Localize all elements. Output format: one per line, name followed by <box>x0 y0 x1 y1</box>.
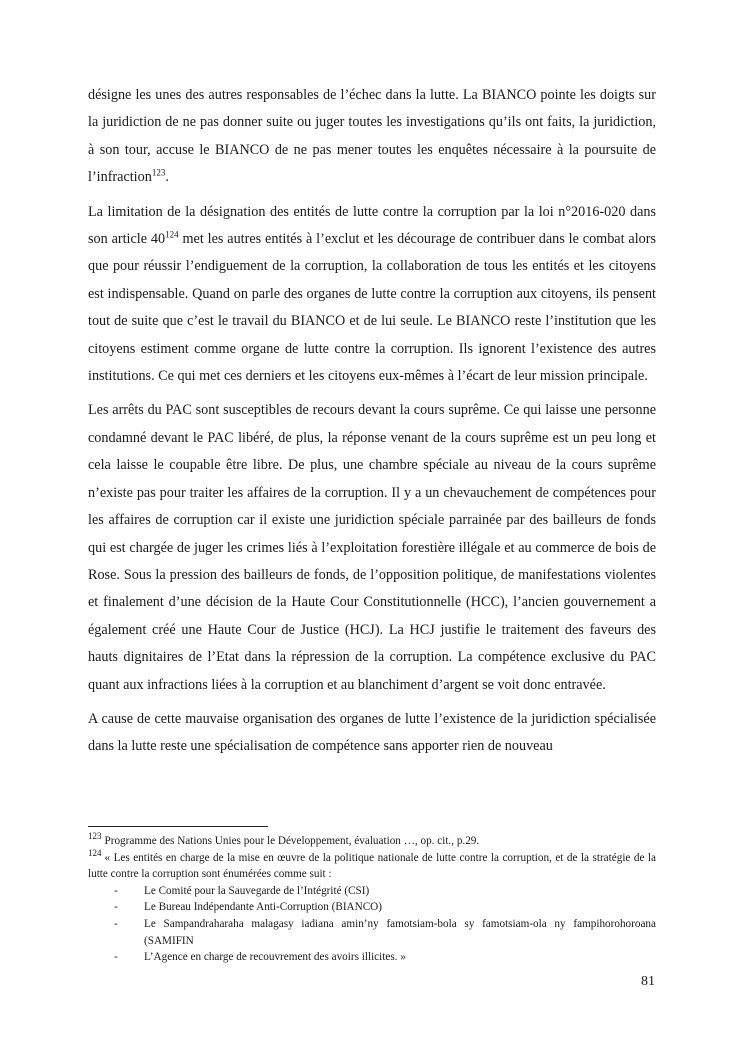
document-body <box>88 82 656 768</box>
paragraph-1 <box>88 82 656 192</box>
footnote-124-text: « Les entités en charge de la mise en œuvre de la politique nationale de lutte contre la corruption, et de la stratégie de la lutte contre la corruption sont énumérées comme suit : <box>88 851 656 881</box>
footnote-ref-124[interactable]: 124 <box>165 229 179 240</box>
paragraph-2 <box>88 199 656 391</box>
paragraph-3: Les arrêts du PAC sont susceptibles de recours devant la cours suprême. Ce qui laisse une personne condamné devant le PAC libéré, de plus, la réponse venant de la cours suprême est un peu long et cela laisse le coupable être libre. De plus, une chambre spéciale au niveau de la cours suprême n’existe pas pour traiter les affaires de la corruption. Il y a un chevauchement de compétences pour les affaires de corruption car il existe une juridiction spéciale parrainée par des bailleurs de fonds qui est chargée de juger les crimes liés à l’exploitation forestière illégale et au commerce de bois de Rose. Sous la pression des bailleurs de fonds, de l’opposition politique, de manifestations violentes et finalement d’une décision de la Haute Cour Constitutionnelle (HCC), l’ancien gouvernement a également créé une Haute Cour de Justice (HCJ). La HCJ justifie le traitement des faveurs des hauts dignitaires de l’Etat dans la répression de la corruption. La compétence exclusive du PAC quant aux infractions liées à la corruption et au blanchiment d’argent se voit donc entravée. <box>88 402 656 693</box>
footnote-123-text: Programme des Nations Unies pour le Développement, évaluation …, op. cit., p.29. <box>104 835 480 847</box>
list-item <box>114 899 656 916</box>
list-item <box>114 883 656 900</box>
footnote-123 <box>88 833 656 850</box>
list-item-text: Le Sampandraharaha malagasy iadiana amin’ny famotsiam-bola sy famotsiam-ola ny fampihorohoroana (SAMIFIN <box>144 917 656 947</box>
paragraph-1-text: désigne les unes des autres responsables de l’échec dans la lutte. La BIANCO pointe les doigts sur la juridiction de ne pas donner suite ou juger toutes les investigations qu’ils ont faits, la juridiction, à son tour, accuse le BIANCO de ne pas mener toutes les enquêtes nécessaire à la poursuite de l’infraction <box>88 87 656 186</box>
list-dash: - <box>114 951 118 964</box>
footnote-ref-123[interactable]: 123 <box>151 167 166 178</box>
list-item-text: Le Comité pour la Sauvegarde de l’Intégrité (CSI) <box>144 884 370 897</box>
page-number: 81 <box>641 974 655 989</box>
footnote-124-number: 124 <box>88 847 102 858</box>
footnote-124-list <box>88 883 656 966</box>
paragraph-4: A cause de cette mauvaise organisation des organes de lutte l’existence de la juridiction spécialisée dans la lutte reste une spécialisation de compétence sans apporter rien de nouveau <box>88 710 656 755</box>
list-item-text: L’Agence en charge de recouvrement des avoirs illicites. » <box>144 951 406 964</box>
list-item <box>114 916 656 949</box>
list-dash: - <box>114 901 118 914</box>
paragraph-2-before: La limitation de la désignation des entités de lutte contre la corruption par la loi n°2016-020 dans son article 40 <box>88 203 656 248</box>
list-dash: - <box>114 917 118 930</box>
footnotes <box>88 833 656 966</box>
list-item-text: Le Bureau Indépendante Anti-Corruption (BIANCO) <box>144 901 382 914</box>
footnote-124 <box>88 847 656 883</box>
list-item <box>114 949 656 966</box>
footnote-123-number: 123 <box>88 831 102 842</box>
paragraph-2-after: met les autres entités à l’exclut et les décourage de contribuer dans le combat alors que pour réussir l’endiguement de la corruption, la collaboration de tous les entités et les citoyens est indispensable. Quand on parle des organes de lutte contre la corruption aux citoyens, ils pensent tout de suite que c’est le travail du BIANCO et de lui seule. Le BIANCO reste l’institution que les citoyens estiment comme organe de lutte contre la corruption. Ils ignorent l’existence des autres institutions. Ce qui met ces derniers et les citoyens eux-mêmes à l’écart de leur mission principale. <box>88 231 656 385</box>
footnote-separator <box>88 826 268 827</box>
list-dash: - <box>114 884 118 897</box>
paragraph-1-end: . <box>165 169 169 186</box>
